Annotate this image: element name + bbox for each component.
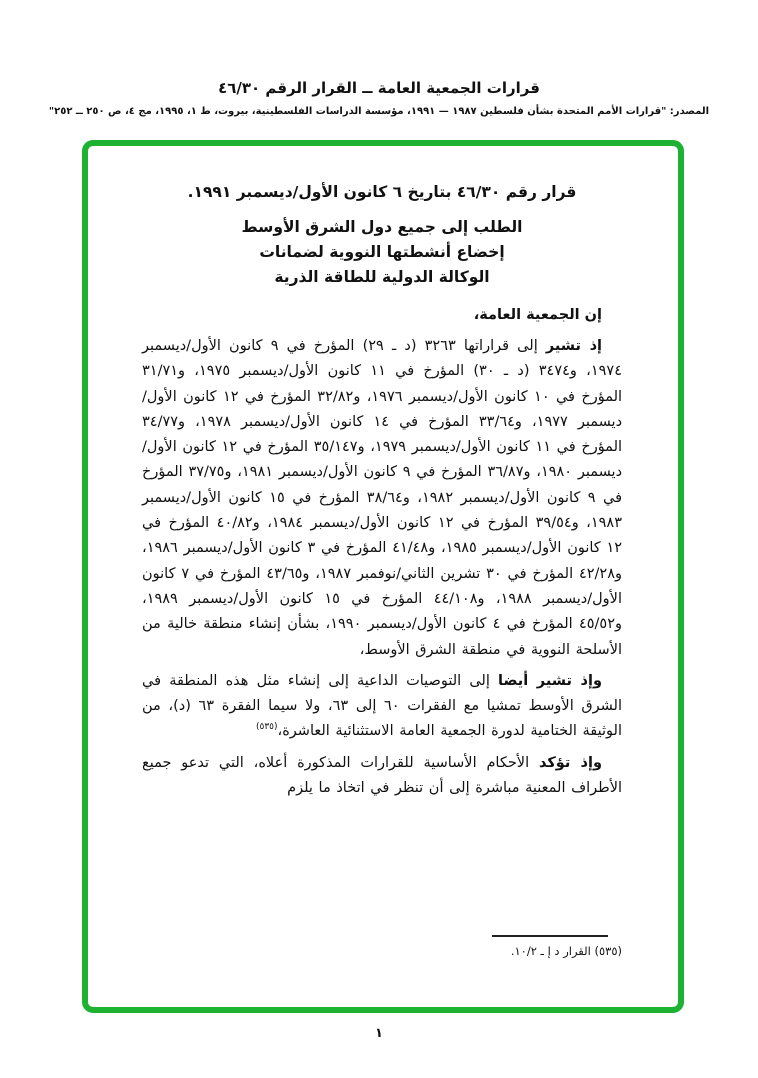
opening-phrase: إن الجمعية العامة، [473, 307, 602, 323]
resolution-subtitle-line-1: الطلب إلى جميع دول الشرق الأوسط [241, 218, 523, 236]
paragraph-text: إلى قراراتها ٣٢٦٣ (د ـ ٢٩) المؤرخ في ٩ كانون الأول/ديسمبر ١٩٧٤، و٣٤٧٤ (د ـ ٣٠) المؤرخ في ١١ كانون الأول/ديسمبر ١٩٧٥، و٣١/٧١ المؤرخ في ١٠ كانون الأول/ديسمبر ١٩٧٦، و٣٢/٨٢ المؤرخ في ١٢ كانون الأول/ديسمبر ١٩٧٧، و٣٣/٦٤ المؤرخ في ١٤ كانون الأول/ديسمبر ١٩٧٨، و٣٤/٧٧ المؤرخ في ١١ كانون الأول/ديسمبر ١٩٧٩، و٣٥/١٤٧ المؤرخ في ١٢ كانون الأول/ديسمبر ١٩٨٠، و٣٦/٨٧ المؤرخ في ٩ كانون الأول/ديسمبر ١٩٨١، و٣٧/٧٥ المؤرخ في ٩ كانون الأول/ديسمبر ١٩٨٢، و٣٨/٦٤ المؤرخ في ١٥ كانون الأول/ديسمبر ١٩٨٣، و٣٩/٥٤ المؤرخ في ١٢ كانون الأول/ديسمبر ١٩٨٤، و٤٠/٨٢ المؤرخ في ١٢ كانون الأول/ديسمبر ١٩٨٥، و٤١/٤٨ المؤرخ في ٣ كانون الأول/ديسمبر ١٩٨٦، و٤٢/٢٨ المؤرخ في ٣٠ تشرين الثاني/نوفمبر ١٩٨٧، و٤٣/٦٥ المؤرخ في ٧ كانون الأول/ديسمبر ١٩٨٨، و٤٤/١٠٨ المؤرخ في ١٥ كانون الأول/ديسمبر ١٩٨٩، و٤٥/٥٢ المؤرخ في ٤ كانون الأول/ديسمبر ١٩٩٠، بشأن إنشاء منطقة خالية من الأسلحة النووية في منطقة الشرق الأوسط، [142, 338, 623, 658]
preamble-paragraph [142, 669, 622, 745]
page-title: قرارات الجمعية العامة ــ القرار الرقم ٤٦/٣٠ [218, 79, 540, 97]
resolution-title: قرار رقم ٤٦/٣٠ بتاريخ ٦ كانون الأول/ديسمبر ١٩٩١. [187, 183, 577, 201]
document-body [142, 180, 622, 801]
paragraph-lead: وإذ تؤكد [538, 754, 602, 771]
resolution-subtitle-line-3: الوكالة الدولية للطاقة الذرية [274, 268, 490, 286]
footnote-block [142, 935, 622, 958]
paragraph-text: الأحكام الأساسية للقرارات المذكورة أعلاه، التي تدعو جميع الأطراف المعنية مباشرة إلى أن تنظر في اتخاذ ما يلزم [142, 754, 622, 797]
footnote-divider [492, 935, 608, 937]
footnote-reference: (٥٣٥) [255, 722, 278, 733]
paragraph-lead: وإذ تشير أيضا [498, 672, 602, 689]
paragraph-text: إلى التوصيات الداعية إلى إنشاء مثل هذه المنطقة في الشرق الأوسط تمشيا مع الفقرات ٦٠ إلى ٦٣، ولا سيما الفقرة ٦٣ (د)، من الوثيقة الختامية لدورة الجمعية العامة الاستثنائية العاشرة، [142, 672, 622, 740]
source-citation: المصدر: "قرارات الأمم المتحدة بشأن فلسطين ١٩٨٧ — ١٩٩١، مؤسسة الدراسات الفلسطينية، بيروت، ط ١، ١٩٩٥، مج ٤، ص ٢٥٠ ــ ٢٥٢" [48, 106, 710, 117]
footnote-text: (٥٣٥) القرار د إ ـ ١٠/٢. [510, 944, 622, 958]
green-border-box [82, 140, 684, 1013]
preamble-paragraph [142, 751, 622, 802]
preamble-paragraph [142, 334, 622, 663]
resolution-subtitle-line-2: إخضاع أنشطتها النووية لضمانات [259, 243, 505, 261]
page-number: ١ [375, 1026, 383, 1041]
paragraph-lead: إذ تشير [545, 338, 602, 354]
